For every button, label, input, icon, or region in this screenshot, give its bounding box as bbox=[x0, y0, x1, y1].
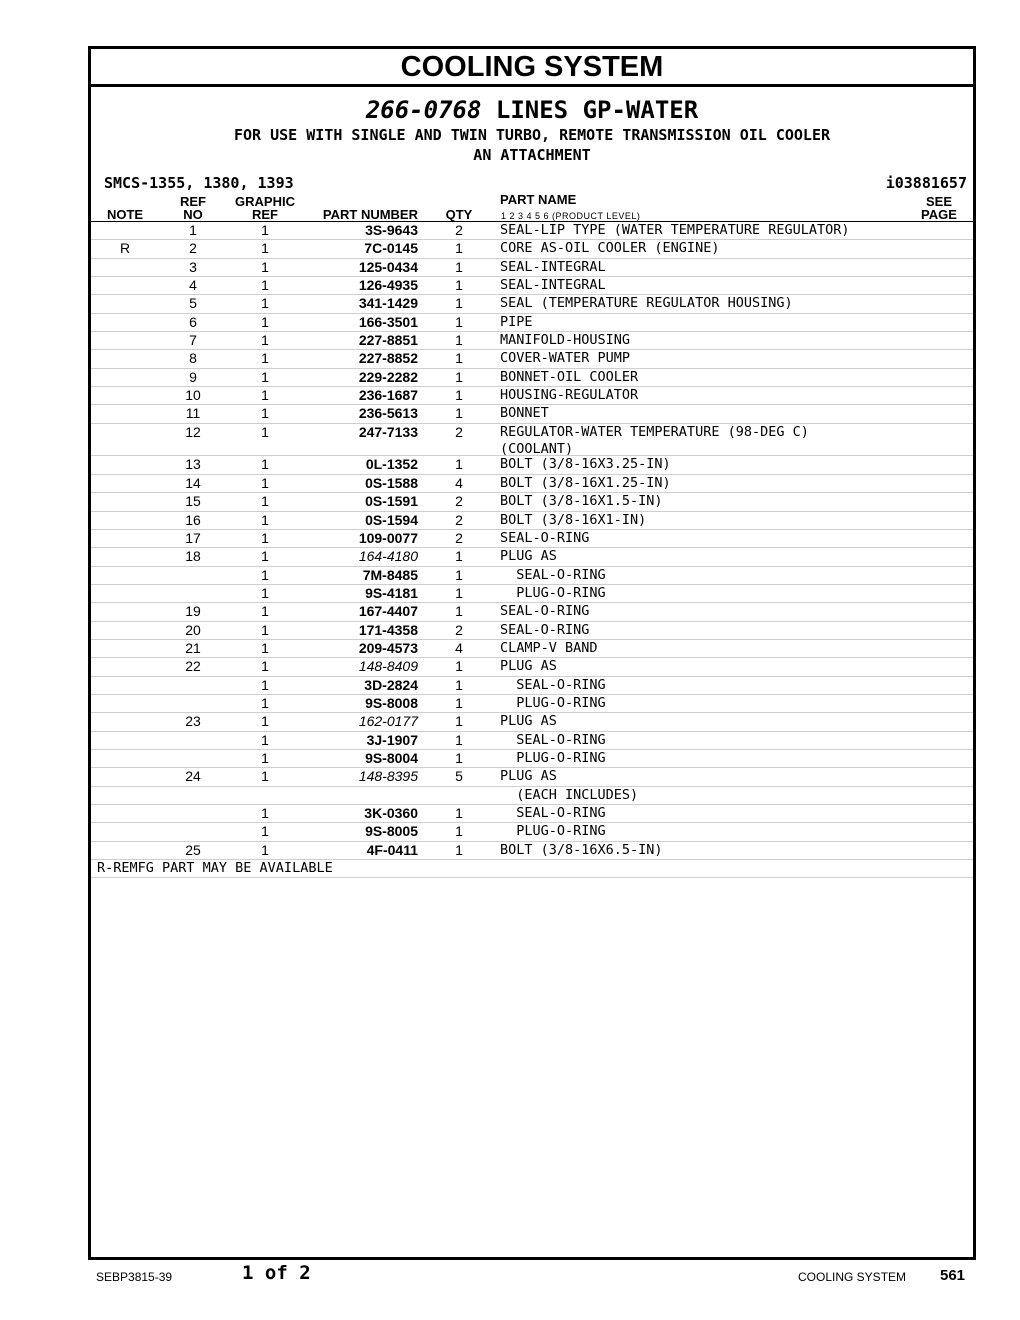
qty-cell: 1 bbox=[455, 405, 463, 422]
qty-cell: 1 bbox=[455, 350, 463, 367]
part-name-cell: SEAL-O-RING bbox=[500, 805, 606, 821]
graphic-ref-cell: 1 bbox=[261, 474, 269, 491]
footer-section: COOLING SYSTEM bbox=[798, 1270, 907, 1284]
col-ref-2: NO bbox=[183, 207, 203, 222]
qty-cell: 1 bbox=[455, 694, 463, 711]
graphic-ref-cell: 1 bbox=[261, 584, 269, 601]
graphic-ref-cell: 1 bbox=[261, 841, 269, 858]
parts-table-body bbox=[91, 222, 973, 860]
graphic-ref-cell: 1 bbox=[261, 805, 269, 821]
graphic-ref-cell: 1 bbox=[261, 823, 269, 840]
ref-no-cell: 1 bbox=[189, 222, 197, 238]
qty-cell: 1 bbox=[455, 277, 463, 294]
table-row bbox=[91, 512, 973, 530]
part-number-cell: 7C-0145 bbox=[364, 240, 418, 257]
part-name-cell: PLUG AS bbox=[500, 548, 557, 565]
group-name: LINES GP-WATER bbox=[495, 96, 699, 124]
part-name-cell: PLUG-O-RING bbox=[500, 749, 606, 766]
ref-no-cell: 14 bbox=[185, 474, 201, 491]
part-name-cell: CORE AS-OIL COOLER (ENGINE) bbox=[500, 240, 720, 257]
qty-cell: 1 bbox=[455, 731, 463, 748]
table-row bbox=[91, 805, 973, 823]
document-id: i03881657 bbox=[885, 174, 967, 192]
table-row bbox=[91, 842, 973, 860]
graphic-ref-cell: 1 bbox=[261, 368, 269, 385]
part-name-cell: CLAMP-V BAND bbox=[500, 639, 598, 656]
graphic-ref-cell: 1 bbox=[261, 277, 269, 294]
graphic-ref-cell: 1 bbox=[261, 529, 269, 546]
table-row bbox=[91, 695, 973, 713]
ref-no-cell: 23 bbox=[185, 713, 201, 730]
graphic-ref-cell: 1 bbox=[261, 387, 269, 404]
part-name-cell: (EACH INCLUDES) bbox=[500, 786, 639, 803]
table-row bbox=[91, 369, 973, 387]
ref-no-cell: 20 bbox=[185, 621, 201, 638]
ref-no-cell: 11 bbox=[185, 405, 201, 422]
qty-cell: 1 bbox=[455, 658, 463, 675]
ref-no-cell: 7 bbox=[189, 332, 197, 349]
part-name-cell: SEAL-INTEGRAL bbox=[500, 277, 606, 294]
graphic-ref-cell: 1 bbox=[261, 731, 269, 748]
graphic-ref-cell: 1 bbox=[261, 548, 269, 565]
table-row bbox=[91, 405, 973, 423]
part-number-cell: 3D-2824 bbox=[364, 676, 418, 693]
group-title bbox=[91, 95, 973, 125]
part-name-cell: PLUG AS bbox=[500, 768, 557, 785]
qty-cell: 1 bbox=[455, 313, 463, 330]
graphic-ref-cell: 1 bbox=[261, 694, 269, 711]
table-header bbox=[91, 192, 973, 222]
graphic-ref-cell: 1 bbox=[261, 749, 269, 766]
qty-cell: 2 bbox=[455, 423, 463, 440]
qty-cell: 2 bbox=[455, 511, 463, 528]
part-name-cell: SEAL-O-RING bbox=[500, 676, 606, 693]
table-row bbox=[91, 750, 973, 768]
table-row bbox=[91, 314, 973, 332]
table-row bbox=[91, 387, 973, 405]
qty-cell: 1 bbox=[455, 332, 463, 349]
table-row bbox=[91, 530, 973, 548]
part-number-cell: 3S-9643 bbox=[365, 222, 418, 238]
part-number-cell: 4F-0411 bbox=[366, 841, 418, 858]
ref-no-cell: 9 bbox=[189, 368, 197, 385]
graphic-ref-cell: 1 bbox=[261, 295, 269, 312]
graphic-ref-cell: 1 bbox=[261, 222, 269, 238]
ref-no-cell: 22 bbox=[185, 658, 201, 675]
graphic-ref-cell: 1 bbox=[261, 768, 269, 785]
part-number-cell: 126-4935 bbox=[358, 277, 418, 294]
part-number-cell: 0S-1588 bbox=[365, 474, 418, 491]
table-row bbox=[91, 493, 973, 511]
table-row bbox=[91, 295, 973, 313]
parts-page-frame bbox=[88, 46, 976, 1260]
part-number-cell: 247-7133 bbox=[358, 423, 418, 440]
ref-no-cell: 3 bbox=[189, 258, 197, 275]
graphic-ref-cell: 1 bbox=[261, 240, 269, 257]
part-number-cell: 0L-1352 bbox=[365, 456, 418, 473]
part-number-cell: 9S-8005 bbox=[365, 823, 418, 840]
part-number-cell: 171-4358 bbox=[358, 621, 418, 638]
qty-cell: 1 bbox=[455, 749, 463, 766]
part-name-cell: PLUG-O-RING bbox=[500, 584, 606, 601]
table-row bbox=[91, 567, 973, 585]
part-number-cell: 341-1429 bbox=[358, 295, 418, 312]
part-number-cell: 227-8851 bbox=[358, 332, 418, 349]
graphic-ref-cell: 1 bbox=[261, 566, 269, 583]
part-number-cell: 164-4180 bbox=[358, 548, 418, 565]
qty-cell: 4 bbox=[455, 474, 463, 491]
group-subtitle-1: FOR USE WITH SINGLE AND TWIN TURBO, REMOTE TRANSMISSION OIL COOLER bbox=[233, 126, 831, 144]
page-footer bbox=[0, 1262, 1020, 1292]
footer-page-of: 1 of 2 bbox=[242, 1262, 311, 1284]
qty-cell: 1 bbox=[455, 713, 463, 730]
qty-cell: 1 bbox=[455, 548, 463, 565]
ref-no-cell: 18 bbox=[185, 548, 201, 565]
ref-no-cell: 5 bbox=[189, 295, 197, 312]
ref-no-cell: 8 bbox=[189, 350, 197, 367]
footnote: R-REMFG PART MAY BE AVAILABLE bbox=[91, 860, 973, 878]
table-row bbox=[91, 640, 973, 658]
col-note: NOTE bbox=[106, 207, 144, 222]
qty-cell: 1 bbox=[455, 387, 463, 404]
group-subtitle-2: AN ATTACHMENT bbox=[473, 146, 591, 164]
qty-cell: 1 bbox=[455, 295, 463, 312]
col-part-name: PART NAME bbox=[500, 192, 577, 207]
part-number-cell: 148-8409 bbox=[358, 658, 418, 675]
qty-cell: 1 bbox=[455, 841, 463, 858]
table-row bbox=[91, 585, 973, 603]
part-number-cell: 0S-1591 bbox=[365, 493, 418, 510]
part-name-cell: BONNET-OIL COOLER bbox=[500, 368, 639, 385]
ref-no-cell: 15 bbox=[185, 493, 201, 510]
part-name-cell: HOUSING-REGULATOR bbox=[500, 387, 639, 404]
qty-cell: 1 bbox=[455, 823, 463, 840]
graphic-ref-cell: 1 bbox=[261, 423, 269, 440]
ref-no-cell: 19 bbox=[185, 603, 201, 620]
part-name-cell: BOLT (3/8-16X1.5-IN) bbox=[500, 493, 663, 510]
part-name-cell: SEAL-O-RING bbox=[500, 529, 590, 546]
part-name-cell: SEAL-O-RING bbox=[500, 566, 606, 583]
part-name-cell: PLUG-O-RING bbox=[500, 823, 606, 840]
table-row bbox=[91, 603, 973, 621]
footer-doc-id: SEBP3815-39 bbox=[96, 1270, 173, 1284]
graphic-ref-cell: 1 bbox=[261, 493, 269, 510]
graphic-ref-cell: 1 bbox=[261, 713, 269, 730]
graphic-ref-cell: 1 bbox=[261, 603, 269, 620]
part-name-cell: SEAL-O-RING bbox=[500, 603, 590, 620]
part-name-cell: PLUG AS bbox=[500, 658, 557, 675]
ref-no-cell: 6 bbox=[189, 313, 197, 330]
part-number-cell: 9S-4181 bbox=[365, 584, 418, 601]
table-row bbox=[91, 277, 973, 295]
qty-cell: 5 bbox=[455, 768, 463, 785]
part-number-cell: 125-0434 bbox=[358, 258, 418, 275]
part-name-cell: MANIFOLD-HOUSING bbox=[500, 332, 631, 349]
table-row bbox=[91, 823, 973, 841]
qty-cell: 2 bbox=[455, 222, 463, 238]
qty-cell: 1 bbox=[455, 240, 463, 257]
qty-cell: 1 bbox=[455, 258, 463, 275]
part-number-cell: 166-3501 bbox=[358, 313, 418, 330]
qty-cell: 1 bbox=[455, 584, 463, 601]
part-number-cell: 229-2282 bbox=[358, 368, 418, 385]
graphic-ref-cell: 1 bbox=[261, 258, 269, 275]
part-number-cell: 227-8852 bbox=[358, 350, 418, 367]
group-number: 266-0768 bbox=[365, 96, 482, 124]
col-ref-1: REF bbox=[180, 194, 206, 209]
part-number-cell: 162-0177 bbox=[358, 713, 418, 730]
col-qty: QTY bbox=[445, 207, 473, 222]
part-name-cell: BOLT (3/8-16X6.5-IN) bbox=[500, 841, 663, 858]
part-name-cell: PLUG AS bbox=[500, 713, 557, 730]
ref-no-cell: 16 bbox=[185, 511, 201, 528]
table-row bbox=[91, 424, 973, 457]
col-see-1: SEE bbox=[925, 194, 952, 209]
graphic-ref-cell: 1 bbox=[261, 676, 269, 693]
table-row bbox=[91, 240, 973, 258]
part-name-cell: BOLT (3/8-16X1.25-IN) bbox=[500, 474, 671, 491]
graphic-ref-cell: 1 bbox=[261, 639, 269, 656]
qty-cell: 1 bbox=[455, 676, 463, 693]
graphic-ref-cell: 1 bbox=[261, 658, 269, 675]
table-row bbox=[91, 787, 973, 805]
part-number-cell: 148-8395 bbox=[358, 768, 418, 785]
graphic-ref-cell: 1 bbox=[261, 405, 269, 422]
ref-no-cell: 25 bbox=[185, 841, 201, 858]
graphic-ref-cell: 1 bbox=[261, 621, 269, 638]
ref-no-cell: 10 bbox=[185, 387, 201, 404]
part-name-cell: COVER-WATER PUMP bbox=[500, 350, 631, 367]
graphic-ref-cell: 1 bbox=[261, 456, 269, 473]
table-row bbox=[91, 475, 973, 493]
part-number-cell: 3K-0360 bbox=[364, 805, 418, 821]
part-name-cell: SEAL-LIP TYPE (WATER TEMPERATURE REGULATOR) bbox=[500, 222, 850, 238]
table-row bbox=[91, 350, 973, 368]
ref-no-cell: 2 bbox=[189, 240, 197, 257]
table-row bbox=[91, 456, 973, 474]
ref-no-cell: 21 bbox=[185, 639, 201, 656]
qty-cell: 1 bbox=[455, 566, 463, 583]
part-number-cell: 236-1687 bbox=[358, 387, 418, 404]
part-name-cell: BOLT (3/8-16X1-IN) bbox=[500, 511, 647, 528]
ref-no-cell: 12 bbox=[185, 423, 201, 440]
part-name-cell: SEAL-O-RING bbox=[500, 731, 606, 748]
table-row bbox=[91, 222, 973, 240]
qty-cell: 1 bbox=[455, 805, 463, 821]
part-number-cell: 167-4407 bbox=[358, 603, 418, 620]
smcs-codes: SMCS-1355, 1380, 1393 bbox=[104, 174, 294, 192]
part-number-cell: 0S-1594 bbox=[365, 511, 418, 528]
part-number-cell: 9S-8008 bbox=[365, 694, 418, 711]
part-number-cell: 109-0077 bbox=[358, 529, 418, 546]
ref-no-cell: 4 bbox=[189, 277, 197, 294]
table-row bbox=[91, 677, 973, 695]
qty-cell: 1 bbox=[455, 368, 463, 385]
part-number-cell: 9S-8004 bbox=[365, 749, 418, 766]
part-name-cell: SEAL-INTEGRAL bbox=[500, 258, 606, 275]
part-number-cell: 7M-8485 bbox=[362, 566, 418, 583]
part-number-cell: 3J-1907 bbox=[366, 731, 418, 748]
graphic-ref-cell: 1 bbox=[261, 511, 269, 528]
col-graphic-1: GRAPHIC bbox=[235, 194, 295, 209]
graphic-ref-cell: 1 bbox=[261, 350, 269, 367]
part-name-cell: BONNET bbox=[500, 405, 549, 422]
graphic-ref-cell: 1 bbox=[261, 332, 269, 349]
table-row bbox=[91, 732, 973, 750]
table-row bbox=[91, 259, 973, 277]
part-name-cell: SEAL-O-RING bbox=[500, 621, 590, 638]
graphic-ref-cell: 1 bbox=[261, 313, 269, 330]
table-row bbox=[91, 332, 973, 350]
qty-cell: 1 bbox=[455, 456, 463, 473]
part-name-cell: SEAL (TEMPERATURE REGULATOR HOUSING) bbox=[500, 295, 793, 312]
col-graphic-2: REF bbox=[252, 207, 278, 222]
qty-cell: 2 bbox=[455, 493, 463, 510]
ref-no-cell: 17 bbox=[185, 529, 201, 546]
note-cell: R bbox=[119, 240, 131, 257]
ref-no-cell: 13 bbox=[185, 456, 201, 473]
col-see-2: PAGE bbox=[921, 207, 957, 222]
ref-no-cell: 24 bbox=[185, 768, 201, 785]
qty-cell: 1 bbox=[455, 603, 463, 620]
table-row bbox=[91, 658, 973, 676]
table-row bbox=[91, 713, 973, 731]
table-row bbox=[91, 548, 973, 566]
part-name-cell: REGULATOR-WATER TEMPERATURE (98-DEG C) (COOLANT) bbox=[500, 423, 809, 457]
part-name-cell: BOLT (3/8-16X3.25-IN) bbox=[500, 456, 671, 473]
table-row bbox=[91, 622, 973, 640]
qty-cell: 2 bbox=[455, 529, 463, 546]
col-part-number: PART NUMBER bbox=[322, 207, 418, 222]
part-name-cell: PLUG-O-RING bbox=[500, 694, 606, 711]
table-row bbox=[91, 768, 973, 786]
qty-cell: 2 bbox=[455, 621, 463, 638]
part-number-cell: 236-5613 bbox=[358, 405, 418, 422]
col-product-levels: 1 2 3 4 5 6 (PRODUCT LEVEL) bbox=[501, 211, 641, 221]
qty-cell: 4 bbox=[455, 639, 463, 656]
section-title: COOLING SYSTEM bbox=[91, 49, 973, 87]
part-number-cell: 209-4573 bbox=[358, 639, 418, 656]
footer-page-number: 561 bbox=[940, 1267, 966, 1284]
part-name-cell: PIPE bbox=[500, 313, 533, 330]
